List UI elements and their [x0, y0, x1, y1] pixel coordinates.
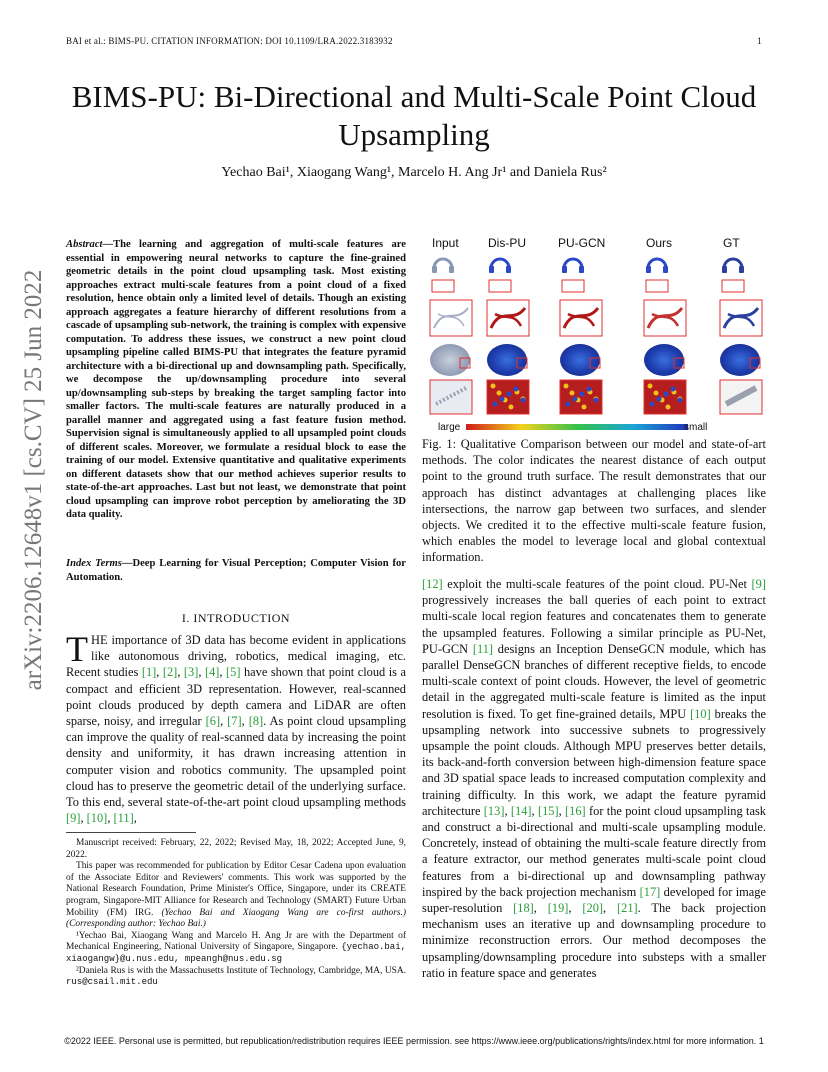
headphone-thumbnail [489, 266, 494, 273]
error-point [500, 397, 505, 402]
error-point [493, 402, 498, 407]
colorbar [466, 424, 688, 430]
arxiv-stamp: arXiv:2206.12648v1 [cs.CV] 25 Jun 2022 [20, 269, 47, 691]
citation-link[interactable]: [20] [582, 901, 604, 916]
intro-paragraph: THE importance of 3D data has become evident in applications like autonomous driving, robotics, medical imaging, etc. Recent studies [1], [2], [3], [4], [5] have shown that point cloud is a compact and efficient 3D representation. However, real-scanned point clouds produced by depth camera and LiDAR are often sparse, noisy, and irregular [6], [7], [8]. As point cloud upsampling can improve the quality of real-scanned data by increasing the point density and uniformity, it has drawn increasing attention in computer vision and robotics community. The upsampled point cloud has to preserve the geometric detail of the underlying surface. To this end, several state-of-the-art point cloud upsampling methods [9], [10], [11], [66, 629, 407, 826]
error-point [678, 398, 683, 403]
citation-link[interactable]: [8] [248, 714, 264, 729]
headphone-thumbnail [506, 266, 511, 273]
headphone-thumbnail [722, 266, 727, 273]
intro-text-1: HE importance of 3D data has become evident in applications like autonomous driving, robotics, medical imaging, etc. Recent studies [66, 633, 406, 680]
author-list: Yechao Bai¹, Xiaogang Wang¹, Marcelo H. Ang Jr¹ and Daniela Rus² [221, 165, 607, 180]
right-text-2: progressively increases the ball queries of each point to extract multi-scale local region features and concatenates them to generate the upsampled features. Following a similar principle as PU-Net, PU-GCN [422, 593, 766, 656]
page-number: 1 [757, 36, 762, 46]
error-point [509, 405, 514, 410]
index-terms-text: —Deep Learning for Visual Perception; Computer Vision for Automation. [66, 558, 406, 583]
error-point [587, 387, 592, 392]
shape-thumbnail [720, 344, 760, 376]
error-point [491, 384, 496, 389]
copyright-footer: ©2022 IEEE. Personal use is permitted, but republication/redistribution requires IEEE permission. see https://www.ieee.org/publications/rights/index.html for more information. 1 [64, 1036, 764, 1046]
intro-text-3: . As point cloud upsampling can improve the quality of real-scanned data by increasing the point density and uniformity, it has drawn increasing attention in computer vision and robotics community. The upsampled point cloud has to preserve the geometric detail of the underlying surface. To this end, several state-of-the-art point cloud upsampling methods [66, 714, 407, 810]
column-label-input: Input [432, 236, 459, 250]
footnote-recommended-text: This paper was recommended for publication by Editor Cesar Cadena upon evaluation of the Associate Editor and Reviewers' comments. This work was supported by the National Research Foundation, Prime Minister's Office, Singapore, under its CREATE program, Singapore-MIT Alliance for Research and Technology (SMART) Future Urban Mobility (FM) IRG. [66, 861, 406, 918]
headphone-thumbnail [663, 266, 668, 273]
figure-1 [422, 236, 766, 436]
citation-link[interactable]: [5] [226, 665, 241, 680]
citation-link[interactable]: [10] [86, 811, 108, 826]
zoom-box [432, 280, 454, 292]
error-point [514, 387, 519, 392]
citation-link[interactable]: [14] [510, 803, 532, 818]
footnote-recommended [66, 861, 406, 931]
error-point [497, 391, 502, 396]
zoom-box [646, 280, 668, 292]
citation-link[interactable]: [2] [162, 665, 178, 680]
headphone-thumbnail [562, 266, 567, 273]
drop-cap: T [66, 629, 88, 669]
error-point [664, 392, 669, 397]
column-label-pugcn: PU-GCN [558, 236, 606, 250]
right-text-6: developed for image super-resolution [422, 884, 767, 916]
footnote-affil2-email: rus@csail.mit.edu [66, 977, 158, 988]
citation-link[interactable]: [17] [639, 884, 661, 899]
zoom-box [562, 280, 584, 292]
error-point [570, 391, 575, 396]
abstract-label: Abstract [66, 239, 103, 250]
citation-link[interactable]: [12] [422, 577, 443, 591]
citation-link[interactable]: [6] [205, 714, 221, 729]
shape-thumbnail [644, 344, 684, 376]
error-point [666, 405, 671, 410]
paper-title: BIMS-PU: Bi-Directional and Multi-Scale Point Cloud Upsampling [71, 79, 757, 152]
footnote-rule [66, 832, 196, 833]
index-terms [66, 557, 406, 584]
error-point [580, 392, 585, 397]
citation-link[interactable]: [16] [565, 803, 586, 818]
footnote-manuscript: Manuscript received: February, 22, 2022; Revised May, 18, 2022; Accepted June, 9, 2022. [66, 838, 406, 860]
footnote-affil1 [66, 931, 406, 966]
qualitative-comparison-image [422, 254, 766, 438]
citation-link[interactable]: [15] [537, 803, 559, 818]
error-point [521, 398, 526, 403]
headphone-thumbnail [432, 266, 437, 273]
right-text-1: exploit the multi-scale features of the point cloud. PU-Net [442, 577, 752, 591]
headphone-thumbnail [579, 266, 584, 273]
column-label-ours: Ours [646, 236, 673, 250]
citation-link[interactable]: [19] [547, 901, 569, 916]
error-point [566, 402, 571, 407]
citation-link[interactable]: [11] [472, 641, 494, 656]
footnote-affil2-text: ²Daniela Rus is with the Massachusetts Institute of Technology, Cambridge, MA, USA. [76, 965, 406, 976]
right-column-text: [12] exploit the multi-scale features of the point cloud. PU-Net [9] progressively increases the ball queries of each point to extract multi-scale local region features and concatenates them to generate the upsampled features. Following a similar principle as PU-Net, PU-GCN [11] designs an Inception DenseGCN module, which has parallel DenseGCN branches of different receptive fields, to encode multi-scale context of point clouds. However, the level of geometric detail in the aggregated multi-scale feature is limited as the input resolution is fixed. To get fine-grained details, MPU [10] breaks the upsampling network into successive subnets to progressively upsample the point clouds. Although MPU preserves better details, its back-and-forth conversion between high-dimension feature space and 3D spatial space leads to increased computation complexity and training difficulty. In this work, we adapt the feature pyramid architecture [13], [14], [15], [16] for the point cloud upsampling task and construct a bi-directional and multi-scale upsampling module. Concretely, instead of obtaining the multi-scale feature directly from a feature extractor, our method generates multi-scale point cloud features from a bi-directional up and downsampling pathway inspired by the back projection mechanism [17] developed for image super-resolution [18], [19], [20], [21]. The back projection mechanism uses an iterative up and downsampling procedure to minimize reconstruction errors. Our method decomposes the upsampling/downsampling procedure into substeps with a smaller ratio in feature space and generates [422, 577, 767, 980]
running-header: BAI et al.: BIMS-PU. CITATION INFORMATION: DOI 10.1109/LRA.2022.3183932 [66, 36, 393, 46]
column-label-dispu: Dis-PU [488, 236, 526, 250]
intro-text-2: have shown that point cloud is a compact and efficient 3D representation. However, real-scanned point clouds produced by depth camera and LiDAR are often sparse, noisy, and irregular [66, 665, 406, 729]
right-text-7: . The back projection mechanism uses an iterative up and downsampling procedure to minimize reconstruction errors. Our method decomposes the upsampling/downsampling procedure into substeps with a smaller ratio in feature space and generates [422, 901, 767, 980]
shape-thumbnail [430, 344, 470, 376]
shape-thumbnail [560, 344, 600, 376]
citation-link[interactable]: [10] [690, 706, 711, 721]
error-point [654, 391, 659, 396]
shape-thumbnail [487, 344, 527, 376]
figure-caption: Fig. 1: Qualitative Comparison between our model and state-of-art methods. The color indicates the nearest distance of each output point to the ground truth surface. The result demonstrates that our approach has distinct advantages at challenging places like intersections, the narrow gap between two surfaces, and slender objects. We credited it to the effective multi-scale feature fusion, which enables the model to leverage local and global contextual information. [422, 437, 766, 565]
error-point [507, 392, 512, 397]
error-point [657, 397, 662, 402]
footnote-cofirst: (Yechao Bai and Xiaogang Wang are co-first authors.)(Corresponding author: Yechao Bai.) [66, 907, 406, 930]
citation-link[interactable]: [9] [751, 577, 766, 591]
colorbar-label-small: small [684, 422, 708, 433]
error-point [671, 387, 676, 392]
footnote-affil1-email: {yechao.bai, xiaogangw}@u.nus.edu, mpeangh@nus.edu.sg [66, 942, 406, 964]
citation-link[interactable]: [13] [483, 803, 505, 818]
error-point [648, 384, 653, 389]
section-heading: I. INTRODUCTION [181, 611, 291, 625]
footnotes [66, 838, 406, 989]
right-text-4: breaks the upsampling network into successive subnets to progressively upsample the point clouds. Although MPU preserves better details, its back-and-forth conversion between high-dimension feature space and 3D spatial space leads to increased computation complexity and training difficulty. In this work, we adapt the feature pyramid architecture [422, 706, 767, 818]
citation-link[interactable]: [11] [113, 811, 134, 826]
zoom-box [722, 280, 744, 292]
footnote-affil2 [66, 966, 406, 989]
error-point [650, 402, 655, 407]
column-label-gt: GT [723, 236, 740, 250]
colorbar-label-large: large [438, 422, 461, 433]
zoom-box [489, 280, 511, 292]
headphone-thumbnail [449, 266, 454, 273]
citation-link[interactable]: [1] [141, 665, 157, 680]
citation-link[interactable]: [3] [183, 665, 199, 680]
right-text-5: for the point cloud upsampling task and construct a bi-directional and multi-scale upsampling module. Concretely, instead of obtaining the multi-scale feature directly from a feature extractor, our method generates multi-scale point cloud features from a bi-directional up and downsampling pathway inspired by the back projection mechanism [422, 803, 766, 899]
intro-text-4: , [133, 811, 137, 826]
error-point [594, 398, 599, 403]
index-terms-label: Index Terms [66, 558, 122, 569]
zoom-box [430, 300, 472, 336]
footnote-affil1-text: ¹Yechao Bai, Xiaogang Wang and Marcelo H. Ang Jr are with the Department of Mechanical Engineering, National University of Singapore, Singapore. [66, 930, 406, 953]
citation-link[interactable]: [21] [617, 901, 638, 916]
abstract-text: —The learning and aggregation of multi-scale features are essential in empowering neural networks to capture the fine-grained geometric details in the point cloud upsampling task. Most existing approaches extract multi-scale features from a point cloud of a fixed resolution, hence obtain only a limited level of details. Though an existing approach aggregates a feature hierarchy of different resolutions from a cascade of upsampling sub-network, the training is complex with expensive computation. To address these issues, we construct a new point cloud upsampling pipeline called BIMS-PU that integrates the feature pyramid architecture with a bi-directional up and downsampling path. Specifically, we decompose the up/downsampling procedure into several up/downsampling sub-steps by breaking the target sampling factor into smaller factors. The multi-scale features are naturally produced in a parallel manner and aggregated using a fast feature fusion method. Supervision signal is simultaneously applied to all upsampled point clouds of different scales. Moreover, we formulate a residual block to ease the training of our model. Extensive quantitative and qualitative experiments on different datasets show that our method achieves superior results to state-of-the-art approaches. Last but not least, we demonstrate that point cloud upsampling can improve robot perception by ameliorating the 3D data quality. [66, 239, 406, 520]
error-point [564, 384, 569, 389]
headphone-thumbnail [646, 266, 651, 273]
citation-link[interactable]: [18] [513, 901, 534, 916]
headphone-thumbnail [739, 266, 744, 273]
abstract [66, 238, 406, 522]
citation-link[interactable]: [7] [227, 714, 242, 729]
error-point [582, 405, 587, 410]
citation-link[interactable]: [9] [66, 811, 81, 826]
error-point [573, 397, 578, 402]
citation-link[interactable]: [4] [204, 665, 220, 680]
right-text-3: designs an Inception DenseGCN module, which has parallel DenseGCN branches of different receptive fields, to encode multi-scale context of point clouds. However, the level of geometric detail in the aggregated multi-scale feature is limited as the input resolution is fixed. To get fine-grained details, MPU [422, 641, 766, 721]
